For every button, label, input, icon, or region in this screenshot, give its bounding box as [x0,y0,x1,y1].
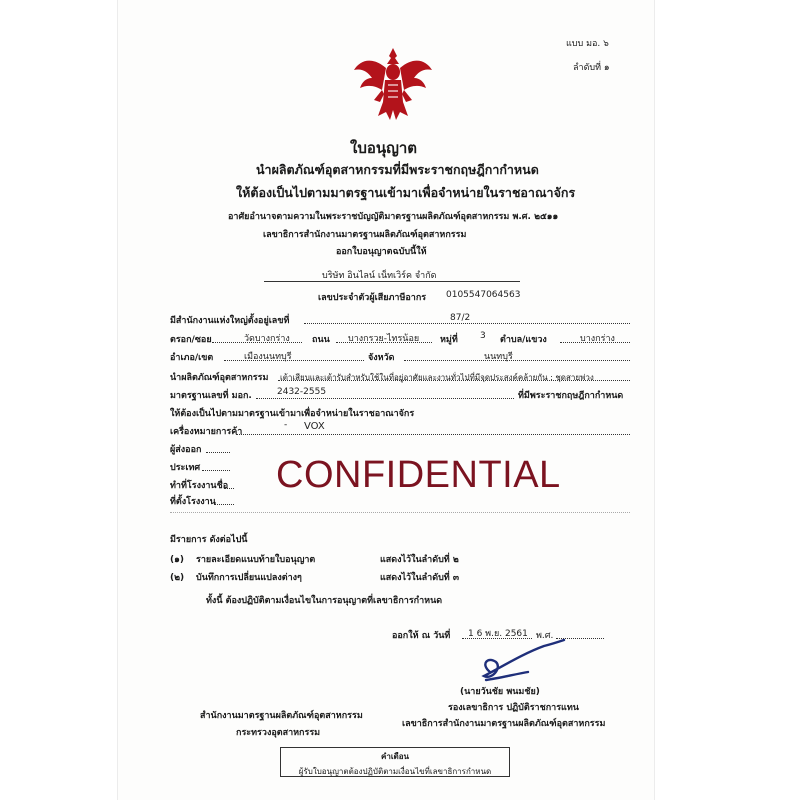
subdistrict-value: บางกร่าง [580,334,615,344]
item-2-number: (๒) [170,573,185,583]
item-1-text: รายละเอียดแนบท้ายใบอนุญาต [196,555,316,565]
alley-value: วัดบางกร่าง [244,334,290,344]
header-line-2: ให้ต้องเป็นไปตามมาตรฐานเข้ามาเพื่อจำหน่ายในราชอาณาจักร [236,185,576,200]
moo-value: 3 [480,331,486,341]
header-line-1: นำผลิตภัณฑ์อุตสาหกรรมที่มีพระราชกฤษฎีกากำหนด [256,162,539,177]
garuda-emblem-icon [352,46,434,124]
location-label: ที่ตั้งโรงงาน [170,497,216,507]
road-label: ถนน [312,335,330,345]
item-1-where: แสดงไว้ในลำดับที่ ๒ [380,555,459,565]
exporter-line [206,452,230,453]
conditions-notice: ทั้งนี้ ต้องปฏิบัติตามเงื่อนไขในการอนุญาตที่เลขาธิการกำหนด [206,596,443,606]
signer-name: (นายวันชัย พนมชัย) [460,687,540,697]
hq-line [304,323,630,324]
warning-text: ผู้รับใบอนุญาตต้องปฏิบัติตามเงื่อนไขที่เลขาธิการกำหนด [298,767,492,776]
moo-label: หมู่ที่ [440,335,458,345]
issue-date: 1 6 พ.ย. 2561 [468,629,528,639]
standard-line [256,398,514,399]
items-heading: มีรายการ ดังต่อไปนี้ [170,535,248,545]
office-line-2: กระทรวงอุตสาหกรรม [236,728,321,738]
header-line-5: ออกใบอนุญาตฉบับนี้ให้ [336,247,427,257]
header-line-4: เลขาธิการสำนักงานมาตรฐานผลิตภัณฑ์อุตสาหกรรม [263,230,467,240]
conform-text: ให้ต้องเป็นไปตามมาตรฐานเข้ามาเพื่อจำหน่ายในราชอาณาจักร [170,409,415,419]
header-line-3: อาศัยอำนาจตามความในพระราชบัญญัติมาตรฐานผลิตภัณฑ์อุตสาหกรรม พ.ศ. ๒๕๑๑ [228,212,559,222]
signature-image [470,638,580,690]
location-line [214,504,234,505]
issue-suffix: พ.ศ. [536,631,554,641]
warning-box [280,747,510,777]
taxid-value: 0105547064563 [446,290,521,300]
item-2-text: บันทึกการเปลี่ยนแปลงต่างๆ [196,573,302,583]
office-line-1: สำนักงานมาตรฐานผลิตภัณฑ์อุตสาหกรรม [200,711,363,721]
alley-label: ตรอก/ซอย [170,335,212,345]
product-value: เต้าเสียบและเต้ารับสำหรับใช้ในที่อยู่อาศัยและงานทั่วไปที่มีจุดประสงค์คล้ายกัน : ชุดสายพ่วง [280,373,594,382]
signer-position-2: เลขาธิการสำนักงานมาตรฐานผลิตภัณฑ์อุตสาหกรรม [402,719,606,729]
factory-line [224,488,234,489]
trademark-label: เครื่องหมายการค้า [170,427,243,437]
warning-title: คำเตือน [380,752,410,761]
province-line [404,360,630,361]
confidential-watermark: CONFIDENTIAL [276,454,561,496]
exporter-label: ผู้ส่งออก [170,445,202,455]
hq-label: มีสำนักงานแห่งใหญ่ตั้งอยู่เลขที่ [170,316,290,326]
standard-value: 2432-2555 [277,387,327,397]
item-2-where: แสดงไว้ในลำดับที่ ๓ [380,573,460,583]
company-name-line [264,268,520,282]
country-label: ประเทศ [170,463,201,473]
road-value: บางกรวย-ไทรน้อย [348,334,420,344]
form-code: แบบ มอ. ๖ [566,39,609,49]
form-order: ลำดับที่ ๑ [573,63,610,73]
product-label: นำผลิตภัณฑ์อุตสาหกรรม [170,373,269,383]
company-name: บริษัท อินไลน์ เน็ทเวิร์ค จำกัด [322,271,437,281]
subdistrict-label: ตำบล/แขวง [500,335,547,345]
standard-label: มาตรฐานเลขที่ มอก. [170,391,252,401]
divider [170,512,630,513]
document-title: ใบอนุญาต [350,139,418,157]
standard-suffix: ที่มีพระราชกฤษฎีกากำหนด [518,391,624,401]
item-1-number: (๑) [170,555,184,565]
province-label: จังหวัด [368,353,395,363]
factory-label: ทำที่โรงงานชื่อ [170,481,229,491]
issue-label: ออกให้ ณ วันที่ [392,631,451,641]
district-value: เมืองนนทบุรี [244,352,292,362]
district-label: อำเภอ/เขต [170,353,214,363]
taxid-label: เลขประจำตัวผู้เสียภาษีอากร [318,293,427,303]
trademark-line [236,434,630,435]
country-line [202,470,230,471]
hq-value: 87/2 [450,313,471,323]
province-value: นนทบุรี [484,352,513,362]
signer-position: รองเลขาธิการ ปฏิบัติราชการแทน [448,703,579,713]
trademark-value: VOX [304,421,325,432]
trademark-dash: - [284,420,288,430]
